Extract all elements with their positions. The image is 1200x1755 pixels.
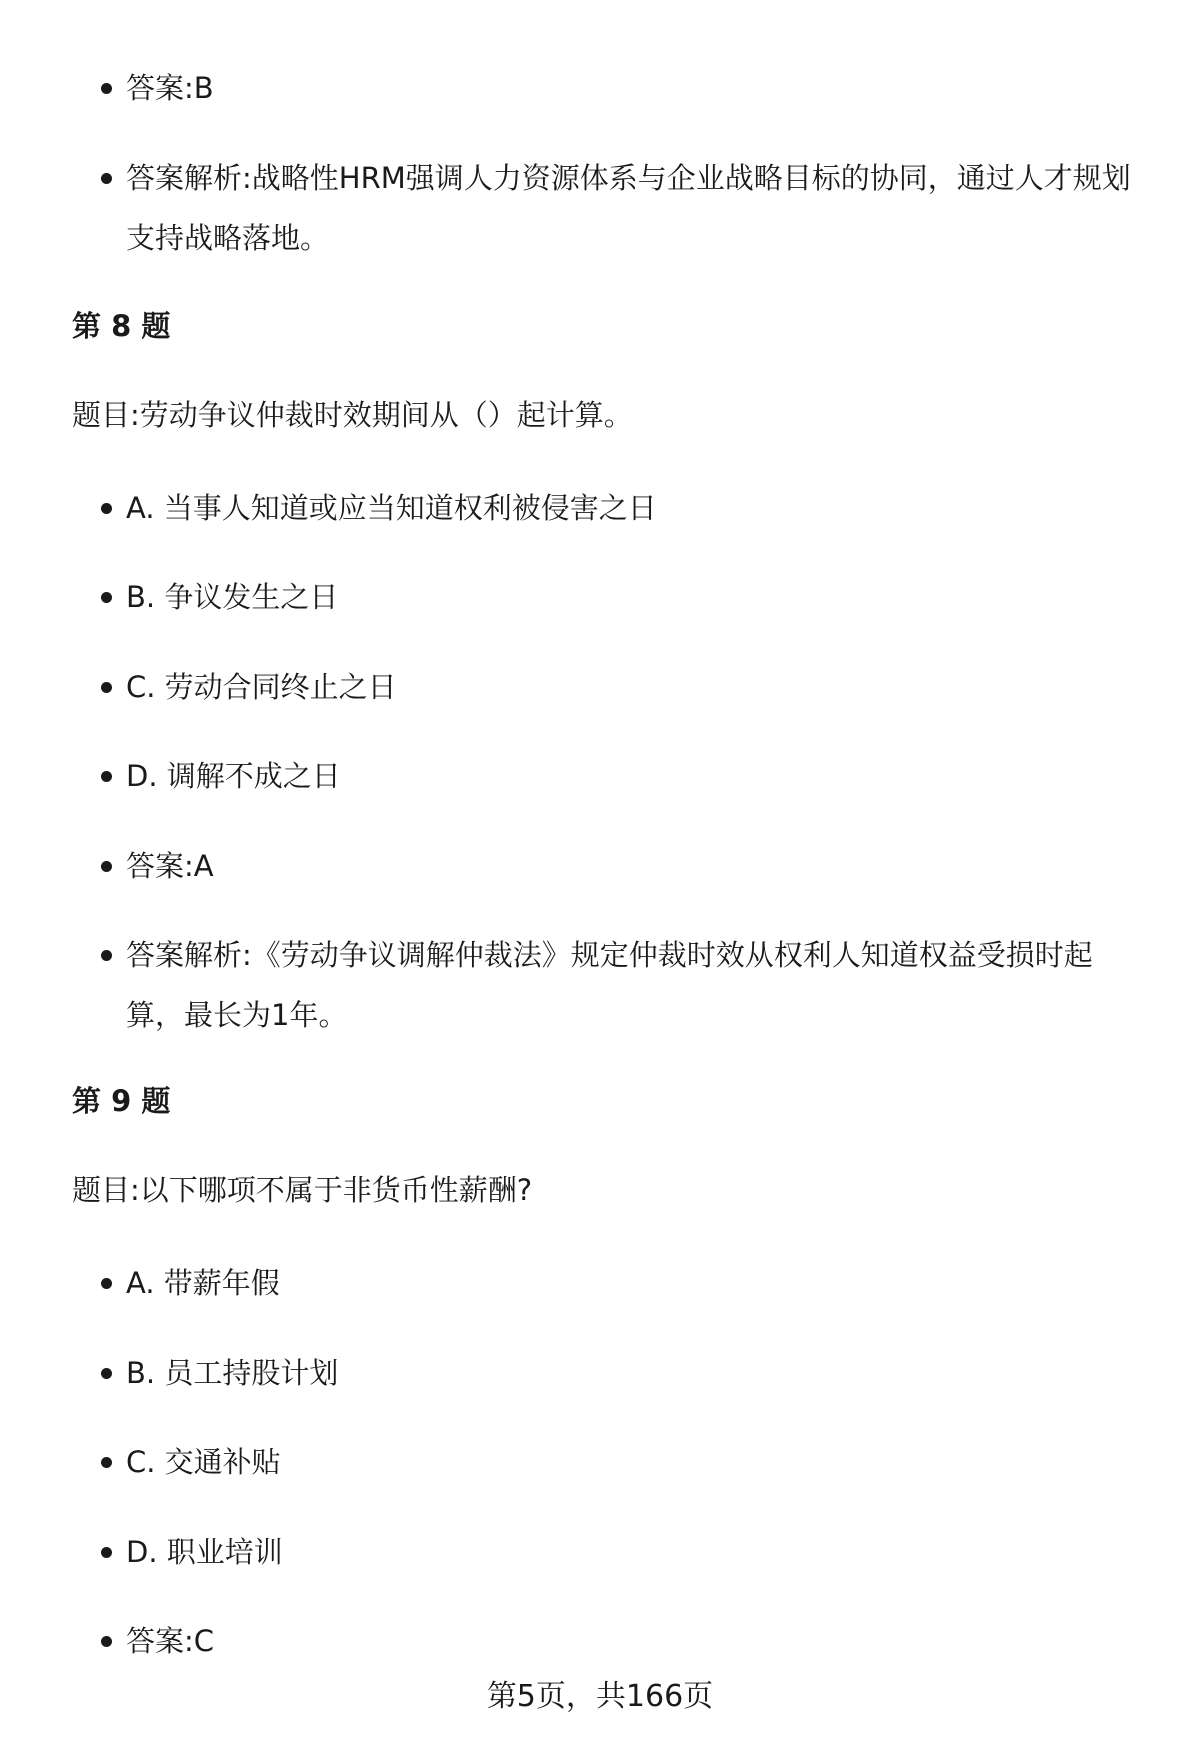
option-item: B. 争议发生之日: [126, 567, 1136, 627]
option-item: C. 交通补贴: [126, 1432, 1136, 1492]
question-heading: 第 8 题: [72, 309, 171, 343]
option-item: B. 员工持股计划: [126, 1343, 1136, 1403]
answer-item: 答案:A: [126, 836, 1136, 896]
option-item: C. 劳动合同终止之日: [126, 657, 1136, 717]
explanation-item: 答案解析:《劳动争议调解仲裁法》规定仲裁时效从权利人知道权益受损时起算，最长为1年。: [126, 925, 1136, 1045]
question-stem: 题目:劳动争议仲裁时效期间从（）起计算。: [72, 398, 633, 432]
answer-item: 答案:C: [126, 1611, 1136, 1671]
option-item: D. 职业培训: [126, 1522, 1136, 1582]
question-heading: 第 9 题: [72, 1084, 171, 1118]
option-item: A. 带薪年假: [126, 1253, 1136, 1313]
option-item: D. 调解不成之日: [126, 746, 1136, 806]
page-number: 第5页，共166页: [486, 1679, 714, 1714]
question-stem: 题目:以下哪项不属于非货币性薪酬?: [72, 1173, 533, 1207]
answer-item: 答案:B: [126, 58, 1136, 118]
option-item: A. 当事人知道或应当知道权利被侵害之日: [126, 478, 1136, 538]
explanation-item: 答案解析:战略性HRM强调人力资源体系与企业战略目标的协同，通过人才规划支持战略落地。: [126, 148, 1136, 268]
